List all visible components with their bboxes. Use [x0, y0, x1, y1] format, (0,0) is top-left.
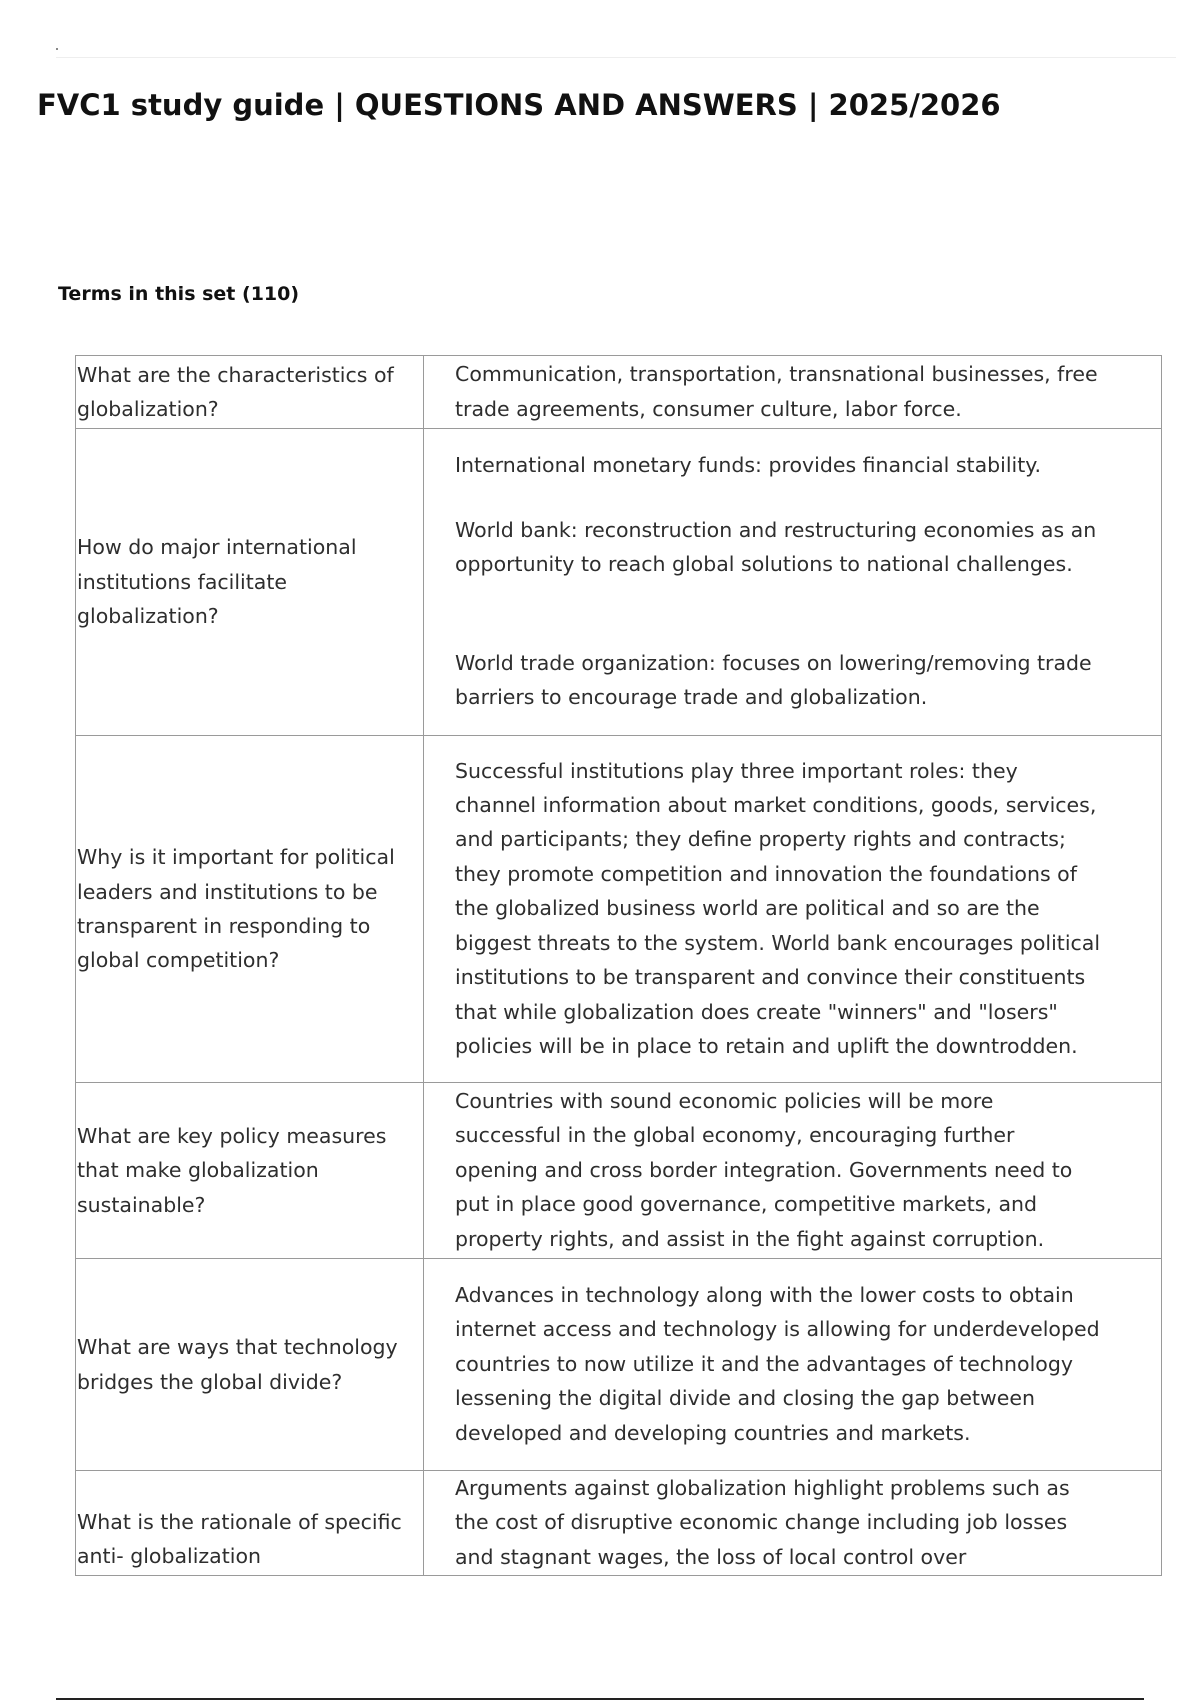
definition-cell	[424, 1259, 1162, 1471]
definition-text: Advances in technology along with the lower costs to obtain internet access and technology is allowing for underdeveloped countries to now utilize it and the advantages of technology lessening the digital divide and closing the gap between developed and developing countries and markets.	[455, 1282, 1100, 1445]
definition-text: Arguments against globalization highlight problems such as the cost of disruptive economic change including job losses and stagnant wages, the loss of local control over	[455, 1476, 1070, 1569]
term-cell: What are key policy measures that make globalization sustainable?	[76, 1083, 424, 1259]
table-row	[76, 429, 1162, 736]
table-row	[76, 736, 1162, 1083]
table-row	[76, 356, 1162, 429]
definition-cell	[424, 429, 1162, 736]
table-row	[76, 1259, 1162, 1471]
terms-table	[75, 355, 1162, 1576]
table-row	[76, 1471, 1162, 1576]
definition-cell	[424, 736, 1162, 1083]
definition-text: International monetary funds: provides financial stability.	[455, 453, 1041, 478]
definition-cell	[424, 356, 1162, 429]
definition-cell	[424, 1083, 1162, 1259]
definition-cell	[424, 1471, 1162, 1576]
page-mark	[56, 48, 58, 50]
term-cell: What is the rationale of specific anti- globalization	[76, 1471, 424, 1576]
definition-text: World trade organization: focuses on lowering/removing trade barriers to encourage trade and globalization.	[455, 650, 1092, 710]
term-cell: What are the characteristics of globalization?	[76, 356, 424, 429]
definition-text: Communication, transportation, transnational businesses, free trade agreements, consumer culture, labor force.	[455, 362, 1098, 421]
definition-text: Successful institutions play three important roles: they channel information about market conditions, goods, services, and participants; they define property rights and contracts; they promote competition and innovation the foundations of the globalized business world are political and so are the biggest threats to the system. World bank encourages political institutions to be transparent and convince their constituents that while globalization does create "winners" and "losers" policies will be in place to retain and uplift the downtrodden.	[455, 758, 1101, 1058]
header-divider	[56, 57, 1176, 58]
term-cell: What are ways that technology bridges the global divide?	[76, 1259, 424, 1471]
page-title: FVC1 study guide | QUESTIONS AND ANSWERS | 2025/2026	[37, 88, 1001, 122]
definition-text: World bank: reconstruction and restructuring economies as an opportunity to reach global solutions to national challenges.	[455, 517, 1097, 577]
table-row	[76, 1083, 1162, 1259]
term-cell: Why is it important for political leaders and institutions to be transparent in responding to global competition?	[76, 736, 424, 1083]
definition-text: Countries with sound economic policies will be more successful in the global economy, encouraging further opening and cross border integration. Governments need to put in place good governance, competitive markets, and property rights, and assist in the fight against corruption.	[455, 1088, 1073, 1251]
term-cell: How do major international institutions facilitate globalization?	[76, 429, 424, 736]
terms-count-label: Terms in this set (110)	[58, 283, 300, 305]
